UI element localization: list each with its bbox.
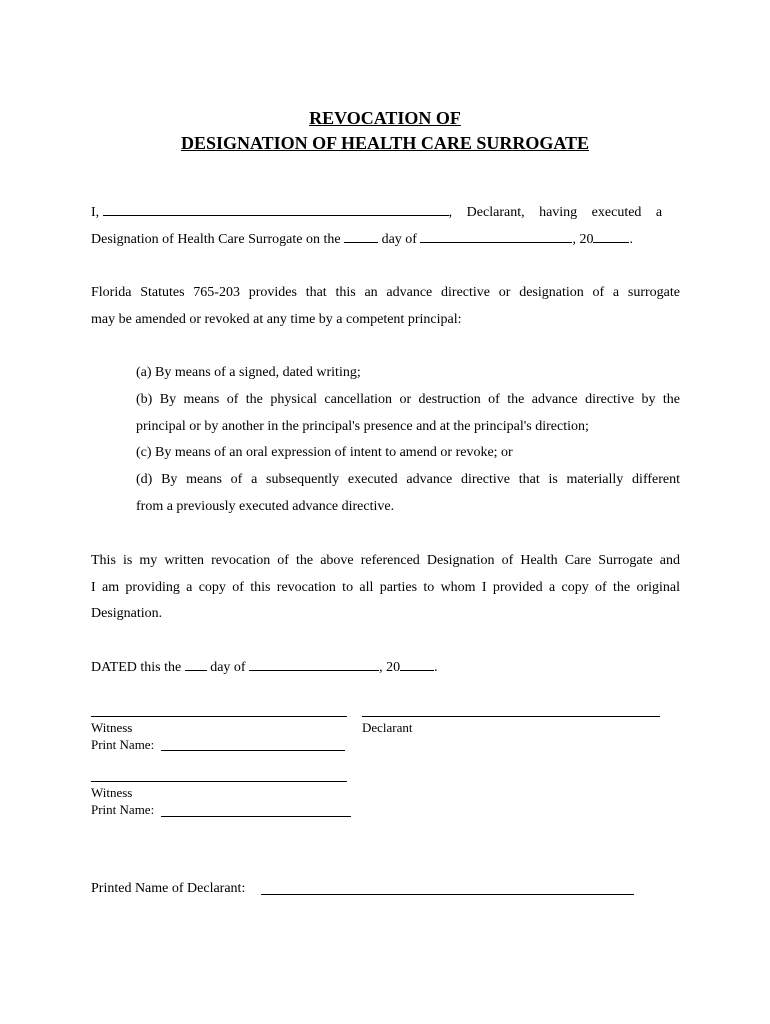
intro-month-blank[interactable]	[420, 228, 572, 243]
witness-1-label: Witness	[91, 720, 133, 735]
dated-line	[91, 655, 680, 682]
intro-designation-text: Designation of Health Care Surrogate on the	[91, 232, 341, 247]
witness-1-print-name	[91, 737, 154, 753]
intro-year-prefix: , 20	[572, 232, 594, 247]
witness-2-print-name	[91, 802, 154, 818]
item-b-line-2: principal or by another in the principal's presence and at the principal's direction;	[136, 419, 589, 434]
witness-2-signature-line[interactable]	[91, 781, 347, 782]
witness-1-print-label: Print Name:	[91, 737, 155, 752]
item-d-line-2: from a previously executed advance directive.	[136, 499, 395, 514]
printed-name-label: Printed Name of Declarant:	[91, 881, 246, 896]
declarant-label: Declarant	[362, 720, 413, 735]
dated-year-prefix: , 20	[379, 660, 401, 675]
intro-line-1	[91, 200, 680, 227]
statute-line-1: Florida Statutes 765-203 provides that this an advance directive or designation of a surrogate	[91, 285, 680, 300]
witness-2-label: Witness	[91, 785, 133, 800]
dated-period: .	[434, 660, 438, 675]
revocation-line-3: Designation.	[91, 606, 163, 621]
declarant-name-blank[interactable]	[103, 201, 449, 216]
dated-day-blank[interactable]	[185, 656, 207, 671]
intro-line-2	[91, 227, 680, 254]
item-a: (a) By means of a signed, dated writing;	[136, 365, 361, 380]
printed-name-line[interactable]	[261, 894, 634, 895]
item-d-line-1: (d) By means of a subsequently executed advance directive that is materially different	[136, 472, 680, 487]
intro-year-blank[interactable]	[593, 228, 629, 243]
dated-month-blank[interactable]	[249, 656, 379, 671]
revocation-line-1: This is my written revocation of the above referenced Designation of Health Care Surrogate and	[91, 553, 680, 568]
intro-day-blank[interactable]	[344, 228, 378, 243]
item-c: (c) By means of an oral expression of intent to amend or revoke; or	[136, 445, 513, 460]
declarant-signature-line[interactable]	[362, 716, 660, 717]
witness-1-print-name-line[interactable]	[161, 750, 345, 751]
revocation-line-2: I am providing a copy of this revocation to all parties to whom I provided a copy of the original	[91, 580, 680, 595]
title-line-1: REVOCATION OF	[309, 108, 461, 128]
dated-day-of: day of	[210, 660, 246, 675]
intro-declarant-text: , Declarant, having executed a	[448, 205, 663, 220]
intro-period: .	[629, 232, 633, 247]
dated-year-blank[interactable]	[400, 656, 434, 671]
witness-1-signature-line[interactable]	[91, 716, 347, 717]
intro-i-prefix: I,	[91, 205, 100, 220]
statute-line-2: may be amended or revoked at any time by a competent principal:	[91, 312, 462, 327]
witness-2-print-label: Print Name:	[91, 802, 155, 817]
title-line-2: DESIGNATION OF HEALTH CARE SURROGATE	[180, 133, 590, 153]
intro-day-of: day of	[381, 232, 417, 247]
dated-prefix: DATED this the	[91, 660, 182, 675]
printed-name-row	[91, 876, 680, 903]
item-b-line-1: (b) By means of the physical cancellation or destruction of the advance directive by the	[136, 392, 680, 407]
witness-2-print-name-line[interactable]	[161, 816, 351, 817]
